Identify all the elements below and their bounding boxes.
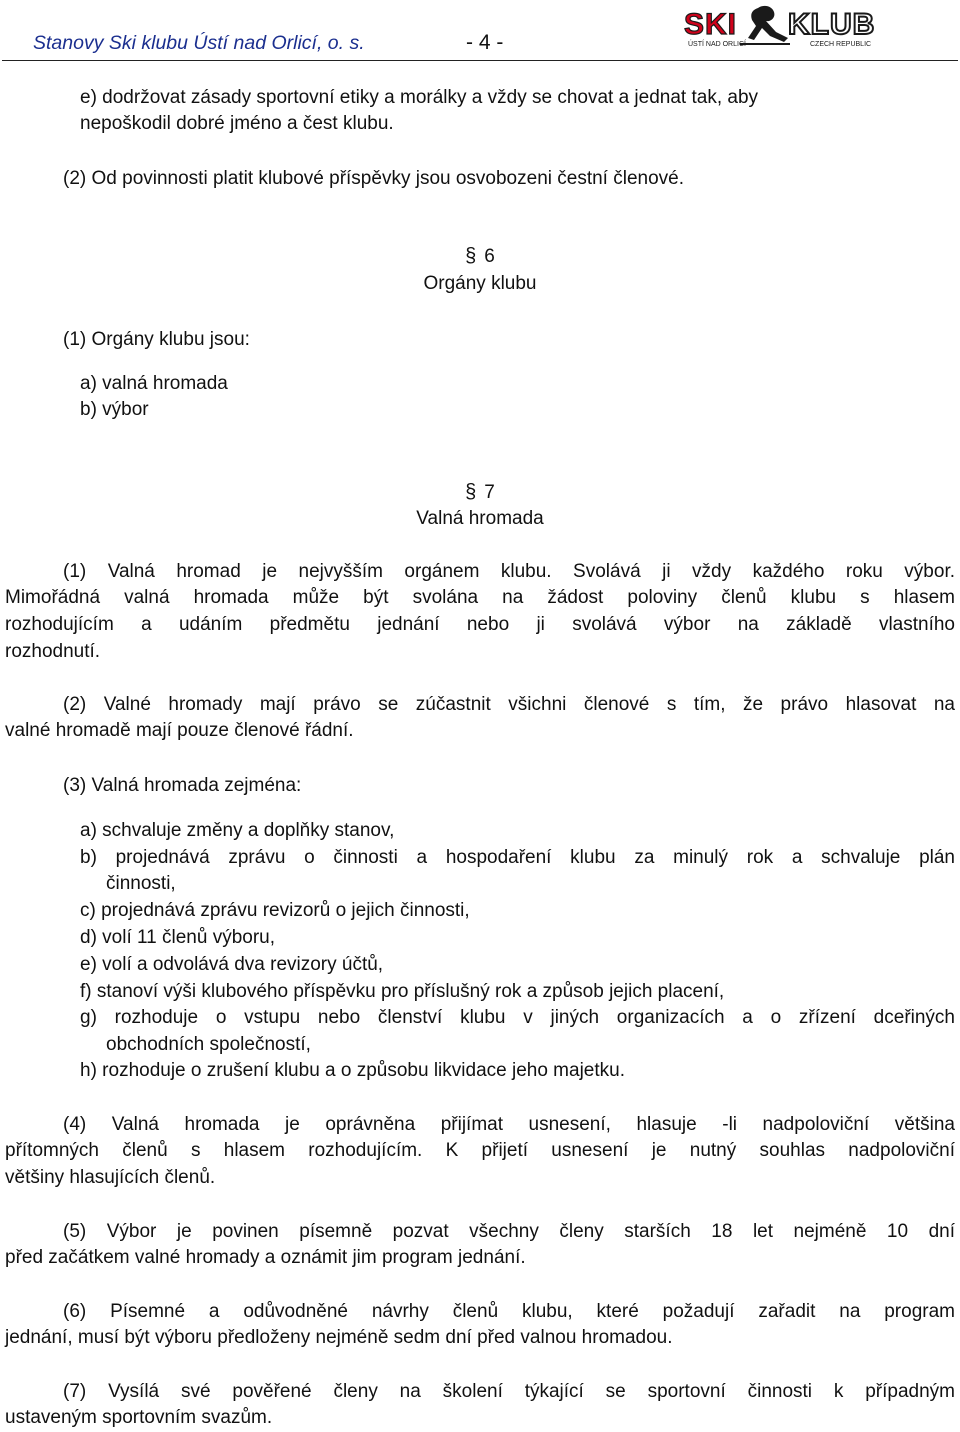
section-7-heading (0, 481, 960, 504)
logo-klub-word (788, 8, 875, 41)
logo-caption-right: CZECH REPUBLIC (810, 41, 872, 48)
section-7-p5-line-2: před začátkem valné hromady a oznámit jim program jednání. (5, 1247, 526, 1268)
section-6-title: Orgány klubu (423, 273, 537, 294)
paragraph-2: (2) Od povinnosti platit klubové příspěvky jsou osvobozeni čestní členové. (63, 168, 684, 189)
section-7-item-b-line-1: b) projednává zprávu o činnosti a hospodaření klubu za minulý rok a schvaluje plán (80, 847, 955, 868)
section-7-item-h: h) rozhoduje o zrušení klubu a o způsobu likvidace jeho majetku. (80, 1060, 625, 1081)
section-7-title: Valná hromada (416, 508, 544, 529)
section-7-p2-line-1: (2) Valné hromady mají právo se zúčastnit všichni členové s tím, že právo hlasovat na (63, 694, 955, 715)
section-7-number: 7 (484, 482, 495, 503)
logo-klub-text: KLUB (788, 8, 876, 41)
section-7-p1-line-1: (1) Valná hromad je nejvyšším orgánem klubu. Svolává ji vždy každého roku výbor. (63, 561, 955, 582)
section-7-p4-line-2: přítomných členů s hlasem rozhodujícím. K přijetí usnesení je nutný souhlas nadpoloviční (5, 1140, 955, 1161)
section-7-item-g-line-1: g) rozhoduje o vstupu nebo členství klubu v jiných organizacích a o zřízení dceřiných (80, 1007, 955, 1028)
section-7-p7-line-2: ustaveným sportovním svazům. (5, 1407, 273, 1428)
section-7-p7-line-1: (7) Vysílá své pověřené členy na školení týkající se sportovní činnosti k případným (63, 1381, 955, 1402)
section-6-number: 6 (484, 246, 495, 267)
section-7-p4-line-3: většiny hlasujících členů. (5, 1167, 216, 1188)
section-7-p4-line-1: (4) Valná hromada je oprávněna přijímat usnesení, hlasuje -li nadpoloviční většina (63, 1114, 955, 1135)
logo-ski-word (684, 8, 737, 41)
section-7-paragraph-3: (3) Valná hromada zejména: (63, 775, 302, 796)
section-7-item-c: c) projednává zprávu revizorů o jejich činnosti, (80, 900, 470, 921)
section-symbol: § (465, 481, 477, 503)
section-7-p1-line-3: rozhodujícím a udáním předmětu jednání nebo ji svolává výbor na základě vlastního (5, 614, 955, 635)
logo-caption-left: ÚSTÍ NAD ORLICÍ (688, 41, 746, 48)
page-number: - 4 - (466, 31, 504, 54)
section-6-item-b: b) výbor (80, 399, 149, 420)
section-7-item-e: e) volí a odvolává dva revizory účtů, (80, 954, 384, 975)
section-7-p2-line-2: valné hromadě mají pouze členové řádní. (5, 720, 354, 741)
section-7-p5-line-1: (5) Výbor je povinen písemně pozvat všechny členy starších 18 let nejméně 10 dní (63, 1221, 955, 1242)
item-e-line-1: e) dodržovat zásady sportovní etiky a morálky a vždy se chovat a jednat tak, aby (80, 87, 759, 108)
section-7-item-f: f) stanoví výši klubového příspěvku pro příslušný rok a způsob jejich placení, (80, 981, 725, 1002)
item-e-line-2: nepoškodil dobré jméno a čest klubu. (80, 113, 394, 134)
section-symbol: § (465, 245, 477, 267)
section-7-item-d: d) volí 11 členů výboru, (80, 927, 276, 948)
logo-ski-text: SKI (684, 8, 738, 41)
section-7-item-b-line-2: činnosti, (106, 873, 176, 894)
section-7-item-g-line-2: obchodních společností, (106, 1034, 311, 1055)
section-6-paragraph-1: (1) Orgány klubu jsou: (63, 329, 250, 350)
section-7-p1-line-4: rozhodnutí. (5, 641, 101, 662)
section-7-p6-line-2: jednání, musí být výboru předloženy nejméně sedm dní před valnou hromadou. (5, 1327, 673, 1348)
section-7-p6-line-1: (6) Písemné a odůvodněné návrhy členů klubu, které požadují zařadit na program (63, 1301, 955, 1322)
section-7-p1-line-2: Mimořádná valná hromada může být svolána na žádost poloviny členů klubu s hlasem (5, 587, 955, 608)
ski-klub-logo (680, 2, 880, 50)
section-6-item-a: a) valná hromada (80, 373, 228, 394)
hockey-player-icon (740, 6, 790, 44)
section-6-heading (0, 245, 960, 268)
header-divider (2, 60, 958, 61)
document-header-title: Stanovy Ski klubu Ústí nad Orlicí, o. s. (33, 32, 365, 54)
section-7-item-a: a) schvaluje změny a doplňky stanov, (80, 820, 395, 841)
